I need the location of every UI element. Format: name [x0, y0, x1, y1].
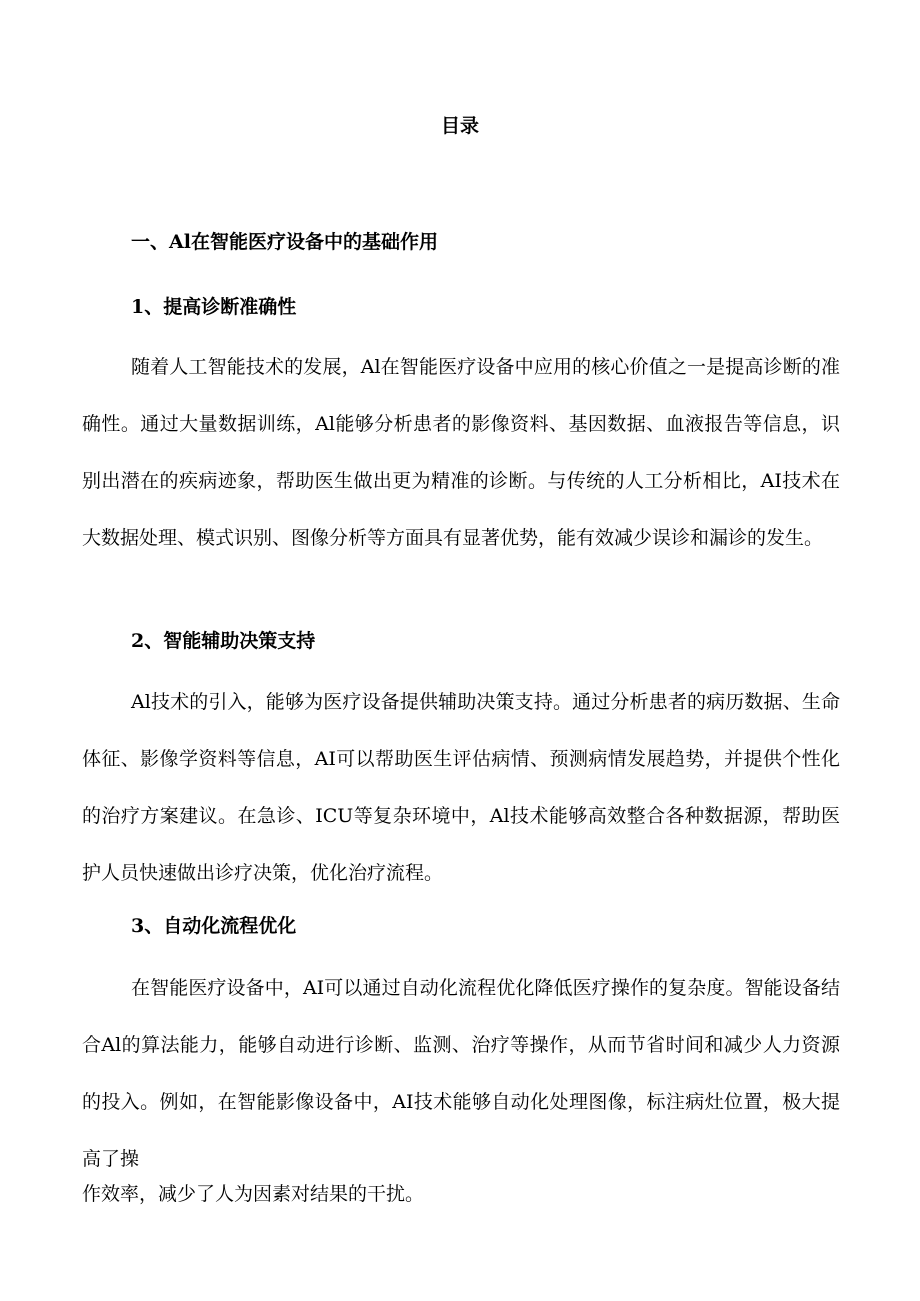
subsection-paragraph-1: 随着人工智能技术的发展，Al在智能医疗设备中应用的核心价值之一是提高诊断的准确性。通过大量数据训练，Al能够分析患者的影像资料、基因数据、血液报告等信息，识别出潜在的疾病迹象，帮助医生做出更为精准的诊断。与传统的人工分析相比，AI技术在大数据处理、模式识别、图像分析等方面具有显著优势，能有效减少误诊和漏诊的发生。	[82, 356, 840, 549]
subsection-heading-3: 3、自动化流程优化	[131, 915, 297, 937]
subsection-heading-2: 2、智能辅助决策支持	[131, 630, 316, 652]
subsection-paragraph-3-continuation: 作效率，减少了人为因素对结果的干扰。	[82, 1183, 425, 1205]
section-heading-1: 一、Al在智能医疗设备中的基础作用	[131, 231, 438, 253]
document-title: 目录	[440, 115, 479, 137]
subsection-heading-1: 1、提高诊断准确性	[131, 296, 297, 318]
subsection-paragraph-3: 在智能医疗设备中，AI可以通过自动化流程优化降低医疗操作的复杂度。智能设备结合Al的算法能力，能够自动进行诊断、监测、治疗等操作，从而节省时间和减少人力资源的投入。例如，在智能影像设备中，AI技术能够自动化处理图像，标注病灶位置，极大提高了操	[82, 977, 840, 1170]
subsection-paragraph-2: Al技术的引入，能够为医疗设备提供辅助决策支持。通过分析患者的病历数据、生命体征、影像学资料等信息，AI可以帮助医生评估病情、预测病情发展趋势，并提供个性化的治疗方案建议。在急诊、ICU等复杂环境中，Al技术能够高效整合各种数据源，帮助医护人员快速做出诊疗决策，优化治疗流程。	[82, 691, 840, 884]
